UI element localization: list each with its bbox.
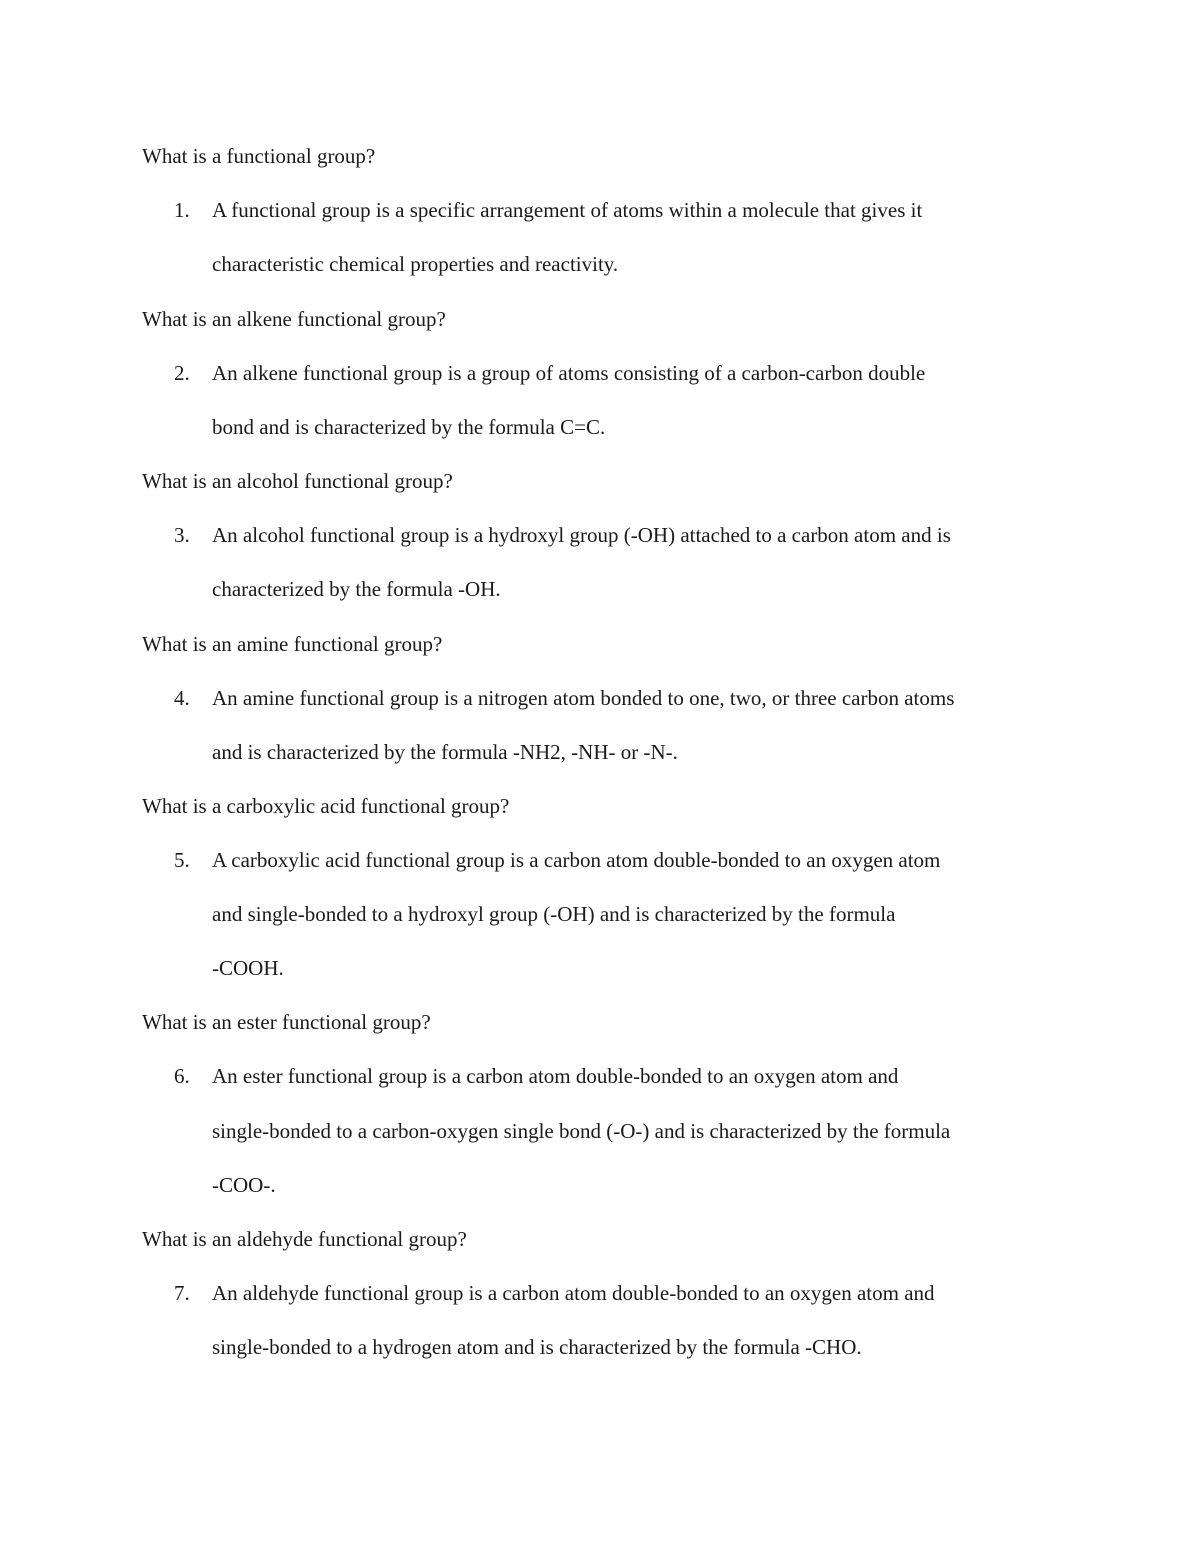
answer-number-6: 6. [174, 1064, 190, 1088]
answer-7-line-2: single-bonded to a hydrogen atom and is characterized by the formula -CHO. [212, 1335, 862, 1359]
answer-1-line-2: characteristic chemical properties and reactivity. [212, 252, 619, 276]
answer-1-line-1: A functional group is a specific arrangement of atoms within a molecule that gives it [212, 198, 923, 222]
answer-number-4: 4. [174, 686, 190, 710]
question-2: What is an alkene functional group? [142, 307, 446, 331]
answer-7-line-1: An aldehyde functional group is a carbon atom double-bonded to an oxygen atom and [212, 1281, 935, 1305]
answer-2-line-2: bond and is characterized by the formula C=C. [212, 415, 606, 439]
question-5: What is a carboxylic acid functional group? [142, 794, 510, 818]
answer-number-1: 1. [174, 198, 190, 222]
answer-5-line-2: and single-bonded to a hydroxyl group (-OH) and is characterized by the formula [212, 902, 896, 926]
answer-6-line-3: -COO-. [212, 1173, 276, 1197]
answer-4-line-2: and is characterized by the formula -NH2, -NH- or -N-. [212, 740, 678, 764]
question-7: What is an aldehyde functional group? [142, 1227, 467, 1251]
answer-3-line-2: characterized by the formula -OH. [212, 577, 501, 601]
answer-6-line-1: An ester functional group is a carbon atom double-bonded to an oxygen atom and [212, 1064, 899, 1088]
answer-number-5: 5. [174, 848, 190, 872]
question-4: What is an amine functional group? [142, 632, 443, 656]
answer-4-line-1: An amine functional group is a nitrogen atom bonded to one, two, or three carbon atoms [212, 686, 955, 710]
question-3: What is an alcohol functional group? [142, 469, 453, 493]
answer-5-line-1: A carboxylic acid functional group is a carbon atom double-bonded to an oxygen atom [212, 848, 941, 872]
answer-2-line-1: An alkene functional group is a group of atoms consisting of a carbon-carbon double [212, 361, 926, 385]
question-6: What is an ester functional group? [142, 1010, 431, 1034]
answer-number-7: 7. [174, 1281, 190, 1305]
answer-3-line-1: An alcohol functional group is a hydroxyl group (-OH) attached to a carbon atom and is [212, 523, 951, 547]
answer-5-line-3: -COOH. [212, 956, 284, 980]
answer-number-2: 2. [174, 361, 190, 385]
question-1: What is a functional group? [142, 144, 376, 168]
answer-number-3: 3. [174, 523, 190, 547]
answer-6-line-2: single-bonded to a carbon-oxygen single bond (-O-) and is characterized by the formula [212, 1119, 951, 1143]
